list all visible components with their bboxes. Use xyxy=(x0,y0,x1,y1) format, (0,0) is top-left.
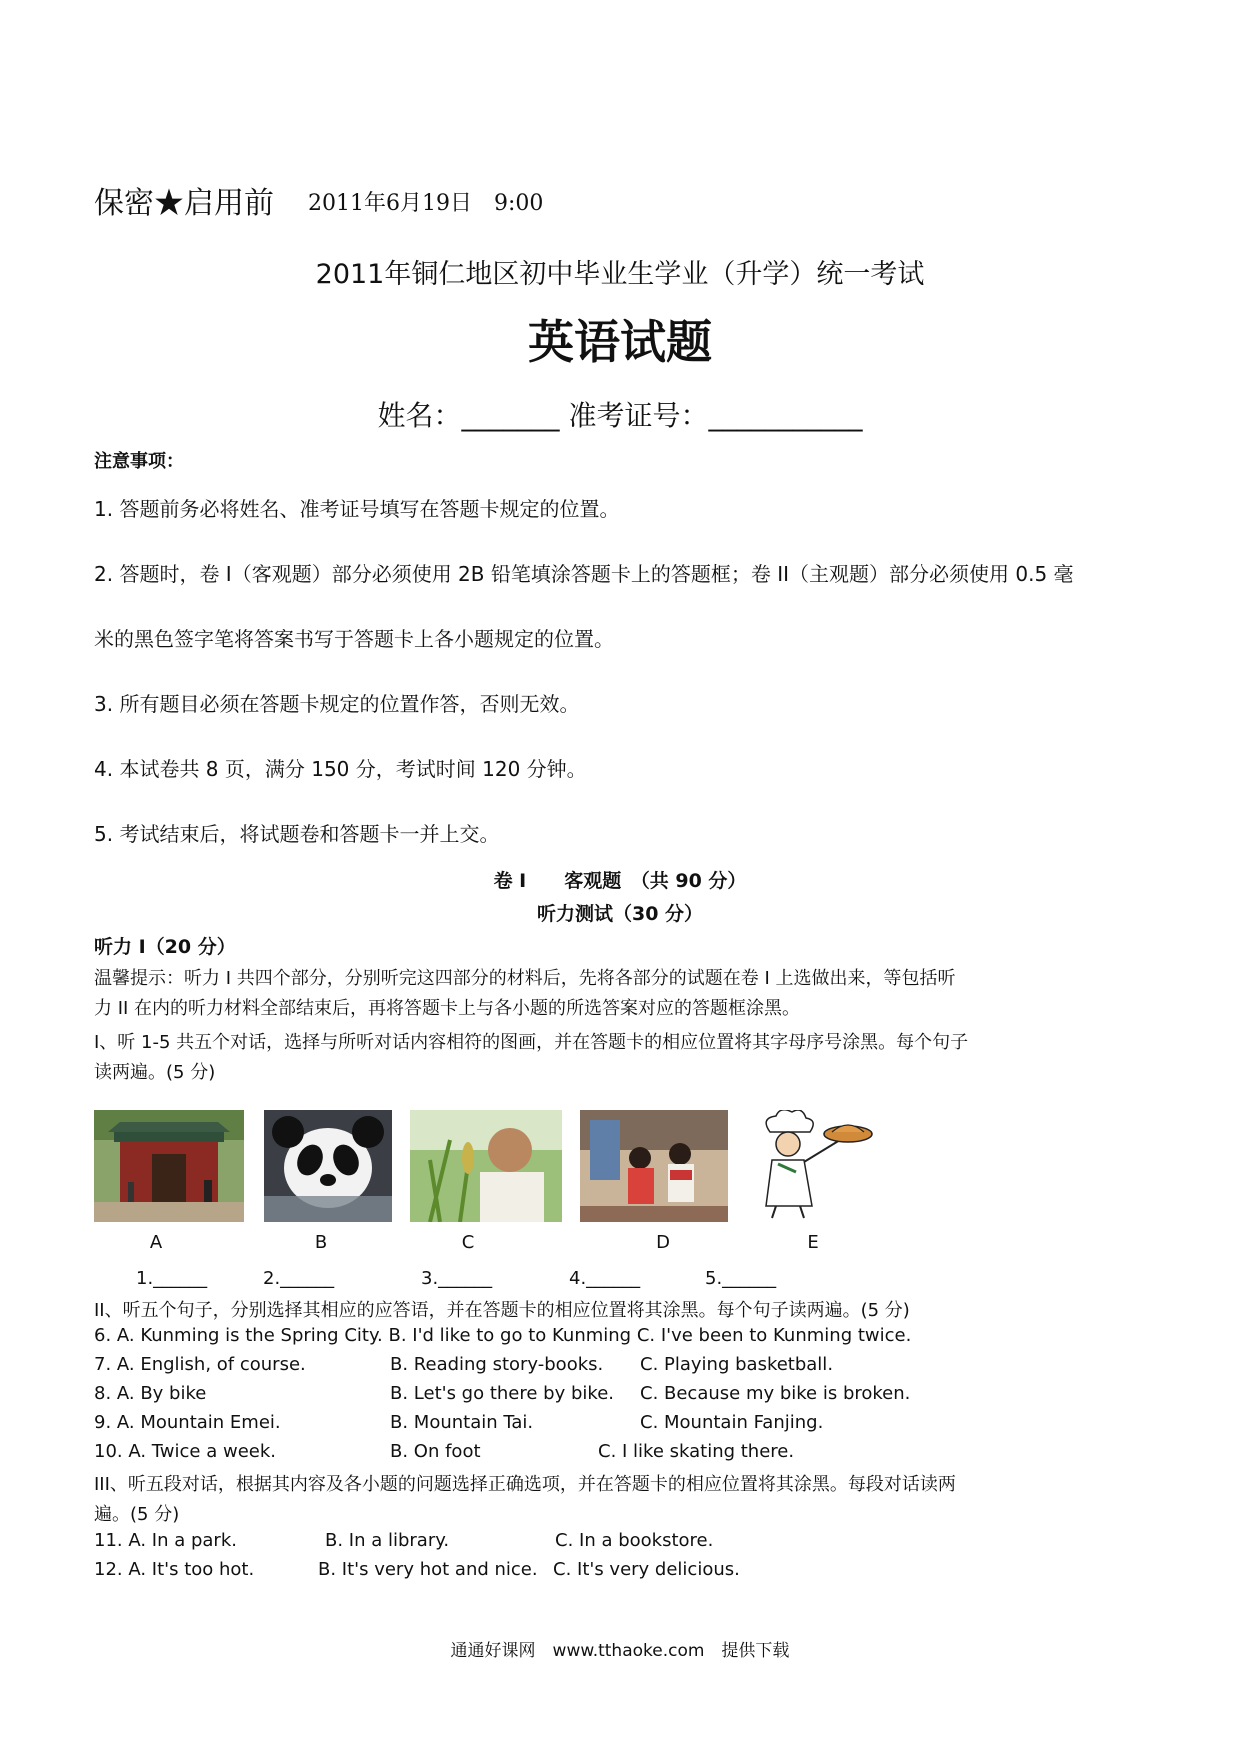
question-option-c: C. It's very delicious. xyxy=(553,1559,740,1580)
picture-label: D xyxy=(656,1232,670,1253)
question-option-b: B. In a library. xyxy=(325,1530,450,1551)
note-item: 5. 考试结束后，将试题卷和答题卡一并上交。 xyxy=(94,822,500,846)
note-item: 4. 本试卷共 8 页，满分 150 分，考试时间 120 分钟。 xyxy=(94,757,587,781)
question-option-c: C. I like skating there. xyxy=(598,1441,795,1462)
part2-title: II、听五个句子，分别选择其相应的应答语，并在答题卡的相应位置将其涂黑。每个句子读两遍。(5 分) xyxy=(94,1300,910,1321)
question-option-a: 9. A. Mountain Emei. xyxy=(94,1412,281,1433)
picture-d-girls xyxy=(580,1110,728,1222)
note-item: 米的黑色签字笔将答案书写于答题卡上各小题规定的位置。 xyxy=(94,627,614,651)
part1-title: 听力 I（20 分） xyxy=(94,936,236,958)
note-item: 2. 答题时，卷 I（客观题）部分必须使用 2B 铅笔填涂答题卡上的答题框；卷 II（主观题）部分必须使用 0.5 毫 xyxy=(94,562,1074,586)
exam-datetime: 2011年6月19日 9:00 xyxy=(308,191,544,216)
question-option-c: C. Because my bike is broken. xyxy=(640,1383,911,1404)
volume-heading: 卷 I 客观题 （共 90 分） xyxy=(493,870,747,892)
question-option-a: 7. A. English, of course. xyxy=(94,1354,306,1375)
question-option-b: B. On foot xyxy=(390,1441,481,1462)
question-option-c: C. In a bookstore. xyxy=(555,1530,714,1551)
tip-text: 力 II 在内的听力材料全部结束后，再将答题卡上与各小题的所选答案对应的答题框涂黑。 xyxy=(94,998,801,1019)
subject-title: 英语试题 xyxy=(528,315,712,369)
picture-label: E xyxy=(807,1232,819,1253)
question-option-b: B. It's very hot and nice. xyxy=(318,1559,538,1580)
picture-label: A xyxy=(149,1232,163,1253)
picture-e-chef xyxy=(748,1110,900,1222)
picture-label: C xyxy=(461,1232,475,1253)
question-option-c: C. Mountain Fanjing. xyxy=(640,1412,824,1433)
question-option-b: B. Let's go there by bike. xyxy=(390,1383,614,1404)
picture-a-gate xyxy=(94,1110,244,1222)
footer-source: 通通好课网 www.tthaoke.com 提供下载 xyxy=(450,1641,790,1661)
question-option-b: B. Reading story-books. xyxy=(390,1354,604,1375)
exam-title: 2011年铜仁地区初中毕业生学业（升学）统一考试 xyxy=(315,259,925,290)
answer-blank: 2.______ xyxy=(263,1268,335,1289)
note-item: 3. 所有题目必须在答题卡规定的位置作答，否则无效。 xyxy=(94,692,580,716)
notes-heading: 注意事项： xyxy=(94,451,184,472)
confidential-label: 保密★启用前 xyxy=(94,186,274,221)
answer-blank: 4.______ xyxy=(569,1268,641,1289)
picture-label: B xyxy=(314,1232,328,1253)
part3-title: III、听五段对话，根据其内容及各小题的问题选择正确选项，并在答题卡的相应位置将其涂黑。每段对话读两 xyxy=(94,1474,956,1495)
tip-text: 温馨提示：听力 I 共四个部分，分别听完这四部分的材料后，先将各部分的试题在卷 I 上选做出来，等包括听 xyxy=(94,968,956,989)
picture-b-panda xyxy=(264,1110,392,1222)
note-item: 1. 答题前务必将姓名、准考证号填写在答题卡规定的位置。 xyxy=(94,497,620,521)
question-option-c: C. Playing basketball. xyxy=(640,1354,834,1375)
candidate-line: 姓名：_______ 准考证号：___________ xyxy=(377,399,863,432)
question-instruction: I、听 1-5 共五个对话，选择与所听对话内容相符的图画，并在答题卡的相应位置将其字母序号涂黑。每个句子 xyxy=(94,1032,969,1053)
question-option-a: 11. A. In a park. xyxy=(94,1530,237,1551)
part3-title: 遍。(5 分) xyxy=(94,1504,180,1525)
question-option-a: 12. A. It's too hot. xyxy=(94,1559,255,1580)
answer-blank: 3.______ xyxy=(421,1268,493,1289)
question-6: 6. A. Kunming is the Spring City. B. I'd like to go to Kunming C. I've been to Kunming twice. xyxy=(94,1325,912,1346)
listening-heading: 听力测试（30 分） xyxy=(536,903,704,925)
question-option-a: 8. A. By bike xyxy=(94,1383,207,1404)
picture-c-farmer xyxy=(410,1110,562,1222)
question-instruction: 读两遍。(5 分) xyxy=(94,1062,216,1083)
answer-blank: 1.______ xyxy=(136,1268,208,1289)
answer-blank: 5.______ xyxy=(705,1268,777,1289)
question-option-b: B. Mountain Tai. xyxy=(390,1412,534,1433)
question-option-a: 10. A. Twice a week. xyxy=(94,1441,276,1462)
